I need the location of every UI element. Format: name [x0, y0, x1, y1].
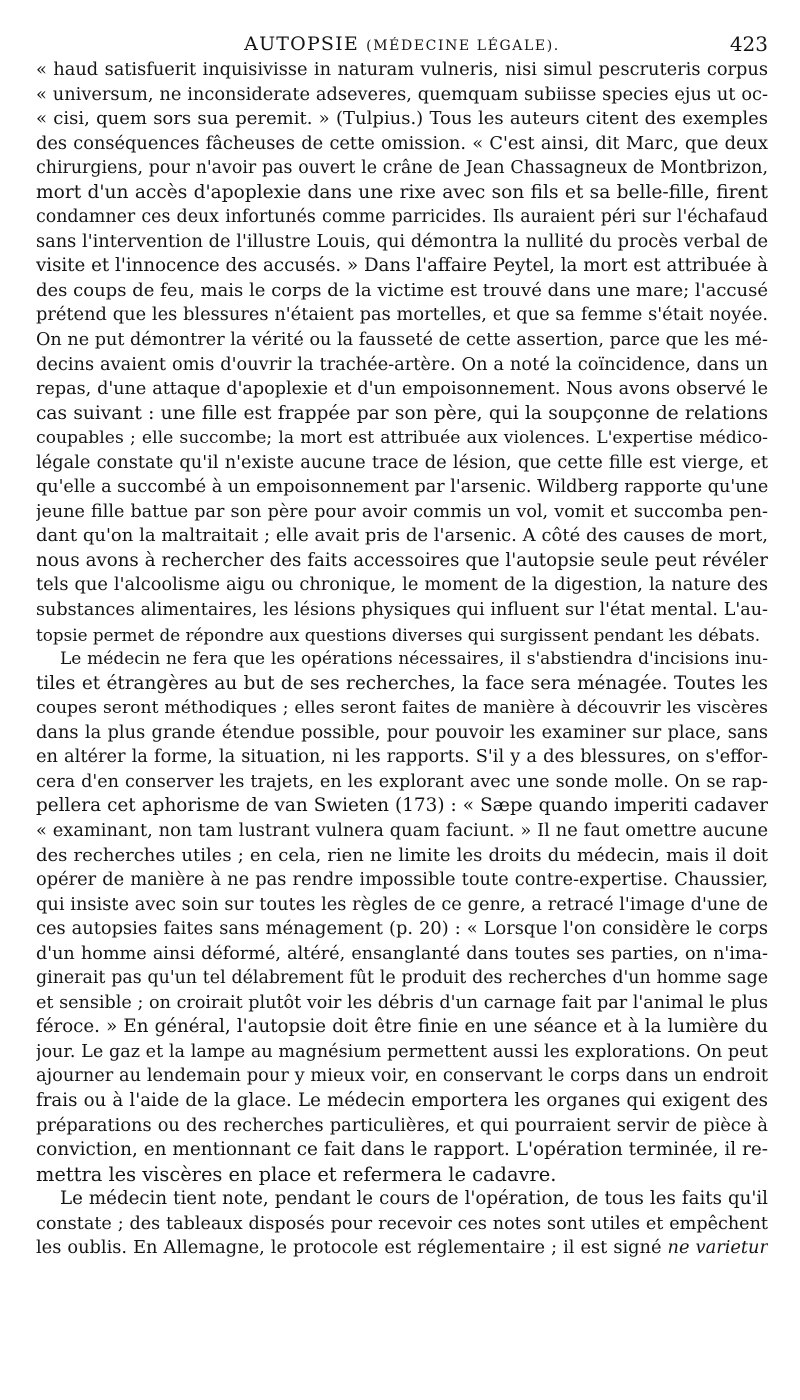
text-line: decins avaient omis d'ouvrir la trachée-artère. On a noté la coïncidence, dans un [36, 353, 768, 375]
text-line: coupes seront méthodiques ; elles seront faites de manière à découvrir les viscères [36, 698, 768, 719]
text-line: Le médecin ne fera que les opérations nécessaires, il s'abstiendra d'incisions inu- [60, 649, 768, 670]
text-line: « universum, ne inconsiderate adseveres, quemquam subiisse species ejus ut oc- [36, 83, 768, 105]
final-line-italic: ne varietur [667, 1237, 768, 1259]
text-line: ajourner au lendemain pour y mieux voir, en conservant le corps dans un endroit [36, 1065, 768, 1087]
text-line: et sensible ; on croirait plutôt voir les débris d'un carnage fait par l'animal le plus [36, 992, 768, 1013]
text-line: en altérer la forme, la situation, ni les rapports. S'il y a des blessures, on s'effor- [36, 746, 768, 768]
text-line: pellera cet aphorisme de van Swieten (173) : « Sæpe quando imperiti cadaver [36, 795, 768, 817]
text-line: coupables ; elle succombe; la mort est attribuée aux violences. L'expertise médico- [36, 428, 768, 449]
text-line: mort d'un accès d'apoplexie dans une rixe avec son fils et sa belle-fille, firent [36, 181, 768, 203]
text-line: qui insiste avec soin sur toutes les règles de ce genre, a retracé l'image d'une de [36, 893, 768, 915]
text-line: nous avons à rechercher des faits accessoires que l'autopsie seule peut révéler [36, 549, 768, 571]
text-line: « examinant, non tam lustrant vulnera quam faciunt. » Il ne faut omettre aucune [36, 819, 768, 841]
text-line: tels que l'alcoolisme aigu ou chronique, le moment de la digestion, la nature des [36, 574, 768, 596]
text-line: condamner ces deux infortunés comme parricides. Ils auraient péri sur l'échafaud [36, 207, 768, 228]
text-line: frais ou à l'aide de la glace. Le médecin emportera les organes qui exigent des [36, 1089, 768, 1111]
body-text [36, 58, 768, 1261]
text-line: ginerait pas qu'un tel délabrement fût le produit des recherches d'un homme sage [36, 968, 768, 989]
text-line: qu'elle a succombé à un empoisonnement par l'arsenic. Wildberg rapporte qu'une [36, 477, 768, 498]
running-title-main: AUTOPSIE [244, 33, 359, 55]
text-line: des recherches utiles ; en cela, rien ne limite les droits du médecin, mais il doit [36, 844, 768, 866]
text-line: topsie permet de répondre aux questions diverses qui surgissent pendant les débats. [36, 624, 761, 645]
text-line: dans la plus grande étendue possible, pour pouvoir les examiner sur place, sans [36, 721, 768, 743]
text-line: visite et l'innocence des accusés. » Dans l'affaire Peytel, la mort est attribuée à [36, 255, 768, 277]
text-line: repas, d'une attaque d'apoplexie et d'un empoisonnement. Nous avons observé le [36, 379, 768, 400]
text-line-final [36, 1236, 768, 1261]
text-line: « haud satisfuerit inquisivisse in naturam vulneris, nisi simul pescruteris corpus [36, 59, 768, 80]
text-line: sans l'intervention de l'illustre Louis, qui démontra la nullité du procès verbal de [36, 230, 768, 252]
text-line: tiles et étrangères au but de ses recherches, la face sera ménagée. Toutes les [36, 672, 768, 694]
text-line: ces autopsies faites sans ménagement (p. 20) : « Lorsque l'on considère le corps [36, 918, 768, 940]
text-line: dant qu'on la maltraitait ; elle avait pris de l'arsenic. A côté des causes de mort, [36, 525, 768, 547]
text-line: prétend que les blessures n'étaient pas mortelles, et que sa femme s'était noyée. [36, 304, 768, 326]
running-title [36, 30, 768, 60]
text-line: On ne put démontrer la vérité ou la fausseté de cette assertion, parce que les mé- [36, 330, 768, 351]
text-line: conviction, en mentionnant ce fait dans le rapport. L'opération terminée, il re- [36, 1139, 768, 1161]
text-line: mettra les viscères en place et refermera le cadavre. [36, 1162, 557, 1186]
running-title-subtitle: (MÉDECINE LÉGALE). [366, 38, 560, 54]
running-head [36, 30, 768, 58]
text-line: légale constate qu'il n'existe aucune trace de lésion, que cette fille est vierge, et [36, 451, 768, 473]
final-line-text: les oublis. En Allemagne, le protocole est réglementaire ; il est signé [36, 1237, 662, 1259]
text-line: féroce. » En général, l'autopsie doit être finie en une séance et à la lumière du [36, 1016, 768, 1038]
text-line: d'un homme ainsi déformé, altéré, ensanglanté dans toutes ses parties, on n'ima- [36, 943, 768, 964]
text-line: constate ; des tableaux disposés pour recevoir ces notes sont utiles et empêchent [36, 1213, 768, 1234]
text-line: des coups de feu, mais le corps de la victime est trouvé dans une mare; l'accusé [36, 279, 768, 301]
text-line: cas suivant : une fille est frappée par son père, qui la soupçonne de relations [36, 402, 768, 424]
text-line: chirurgiens, pour n'avoir pas ouvert le crâne de Jean Chassagneux de Montbrizon, [36, 158, 768, 179]
text-line: « cisi, quem sors sua peremit. » (Tulpius.) Tous les auteurs citent des exemples [36, 108, 768, 130]
text-line: Le médecin tient note, pendant le cours de l'opération, de tous les faits qu'il [60, 1188, 768, 1210]
text-line: des conséquences fâcheuses de cette omission. « C'est ainsi, dit Marc, que deux [36, 132, 768, 154]
text-line: jour. Le gaz et la lampe au magnésium permettent aussi les explorations. On peut [36, 1041, 768, 1062]
page-number: 423 [729, 32, 768, 56]
text-line: jeune fille battue par son père pour avoir commis un vol, vomit et succomba pen- [36, 501, 768, 522]
text-line: substances alimentaires, les lésions physiques qui influent sur l'état mental. L'au- [36, 600, 768, 621]
text-line: opérer de manière à ne pas rendre impossible toute contre-expertise. Chaussier, [36, 869, 768, 891]
text-line: cera d'en conserver les trajets, en les explorant avec une sonde molle. On se rap- [36, 771, 768, 792]
text-line: préparations ou des recherches particulières, et qui pourraient servir de pièce à [36, 1114, 768, 1136]
